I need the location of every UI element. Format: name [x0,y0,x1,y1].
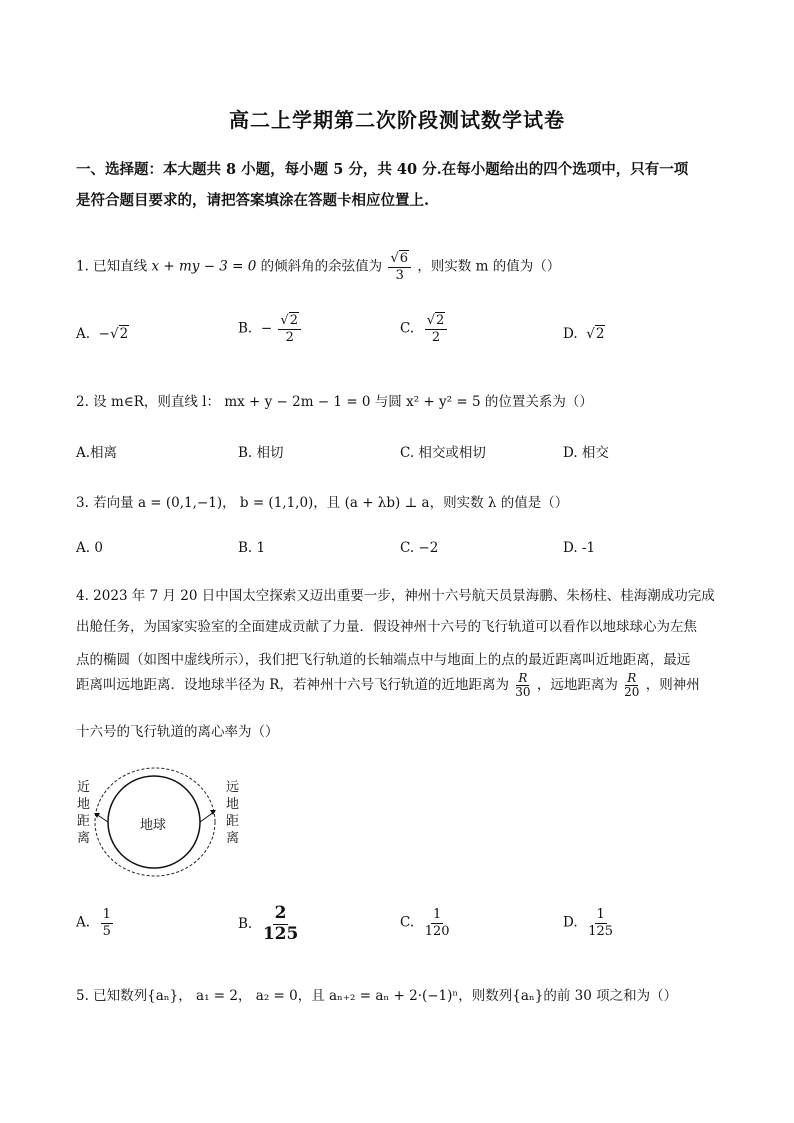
section-header-line2: 是符合题目要求的，请把答案填涂在答题卡相应位置上. [76,192,430,209]
earth-label: 地球 [140,818,167,833]
q2-option-d: D. 相交 [563,445,609,461]
q4-option-b: B. $\frac{2}{125}$ [238,903,299,944]
q3-option-d: D. -1 [563,540,596,556]
q1-equation: x + my − 3 = 0 [151,258,257,275]
q2-option-c: C. 相交或相切 [400,445,486,461]
question-4-line5: 十六号的飞行轨道的离心率为（） [76,724,279,740]
q1-option-d: D. √2 [563,326,605,342]
question-2: 2. 设 m∈R，则直线 l： mx + y − 2m − 1 = 0 与圆 x² + y² = 5 的位置关系为（） [76,394,593,410]
q1-option-c: C. $\frac{√2}{2}$ [400,314,449,344]
near-distance-label: 近 地 距 离 [77,780,91,846]
question-1 [76,252,560,282]
q2-option-b: B. 相切 [238,445,284,461]
q3-option-c: C. −2 [400,540,439,556]
q1-cos-fraction: $\frac{√6}{3}$ [388,252,411,282]
question-5: 5. 已知数列{aₙ}， a₁ = 2， a₂ = 0，且 aₙ₊₂ = aₙ + 2·(−1)ⁿ，则数列{aₙ}的前 30 项之和为（） [76,988,678,1004]
page-title: 高二上学期第二次阶段测试数学试卷 [229,108,565,132]
section-header-line1: 一、选择题：本大题共 8 小题，每小题 5 分，共 40 分.在每小题给出的四个选项中，只有一项 [76,161,689,178]
far-distance-arrow [200,812,214,822]
q4-near-distance-fraction: $\frac{R}{30}$ [515,671,531,700]
q1-option-b: B. − $\frac{√2}{2}$ [238,314,303,344]
q2-option-a: A.相离 [76,445,118,461]
question-4-line1: 4. 2023 年 7 月 20 日中国太空探索又迈出重要一步，神州十六号航天员景海鹏、朱杨柱、桂海潮成功完成 [76,588,715,604]
q3-option-b: B. 1 [238,540,266,556]
q1-option-a: A. −√2 [76,326,129,342]
question-4-line4: 距离叫远地距离．设地球半径为 R，若神州十六号飞行轨道的近地距离为 $\frac{R}{30}$ ，远地距离为 $\frac{R}{20}$ ，则神州 [76,671,700,700]
q4-option-a: A. $\frac{1}{5}$ [76,907,111,939]
q1-suffix: ，则实数 m 的值为（） [417,258,561,275]
q3-option-a: A. 0 [76,540,103,556]
question-3: 3. 若向量 a = (0,1,−1)， b = (1,1,0)，且 (a + λb) ⊥ a，则实数 λ 的值是（） [76,495,569,511]
question-4-line2: 出舱任务，为国家实验室的全面建成贡献了力量．假设神州十六号的飞行轨道可以看作以地球球心为左焦 [76,619,697,635]
question-4-line3: 点的椭圆（如图中虚线所示），我们把飞行轨道的长轴端点中与地面上的点的最近距离叫近地距离，最远 [76,652,691,668]
far-distance-label: 远 地 距 离 [226,780,240,846]
orbit-figure [72,762,252,882]
q1-mid: 的倾斜角的余弦值为 [260,258,383,275]
q4-option-d: D. $\frac{1}{125}$ [563,907,614,939]
q4-option-c: C. $\frac{1}{120}$ [400,907,450,939]
q1-prefix: 1. 已知直线 [76,258,148,275]
q4-far-distance-fraction: $\frac{R}{20}$ [624,671,640,700]
